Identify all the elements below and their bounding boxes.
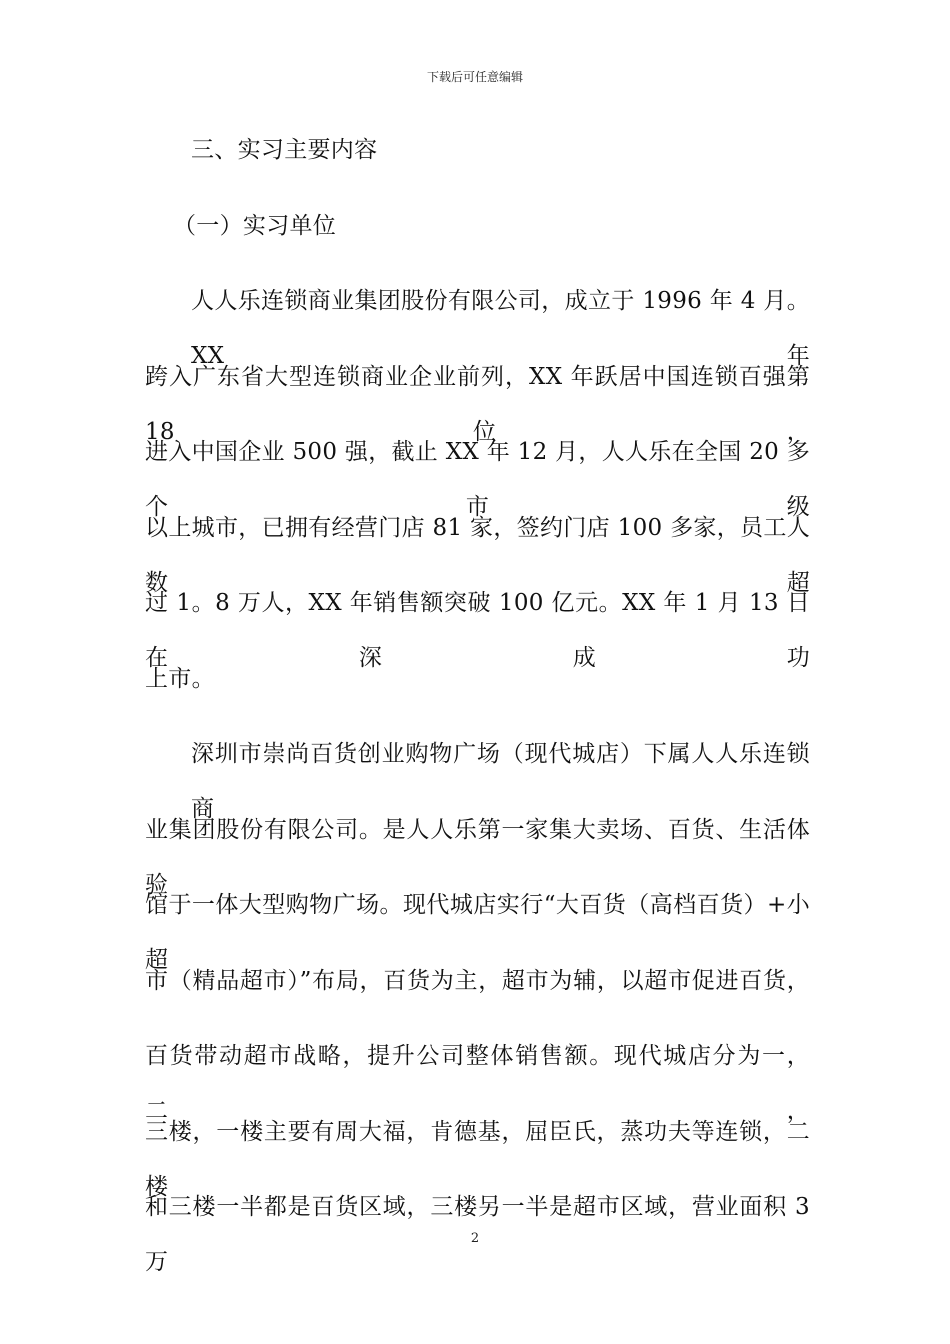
page-number: 2 [470,1231,480,1246]
paragraph-line: 业集团股份有限公司。是人人乐第一家集大卖场、百货、生活体验 [145,816,810,898]
paragraph-line: 深圳市崇尚百货创业购物广场（现代城店）下属人人乐连锁商 [191,741,810,822]
paragraph-line: 和三楼一半都是百货区域，三楼另一半是超市区域，营业面积 3 万 [145,1194,810,1275]
paragraph-line: 进入中国企业 500 强，截止 XX 年 12 月，人人乐在全国 20 多个市级 [145,439,810,520]
paragraph-store-intro [145,727,810,1275]
paragraph-line: 上市。 [145,665,215,692]
paragraph-line: 人人乐连锁商业集团股份有限公司，成立于 1996 年 4 月。XX 年 [191,288,810,369]
paragraph-line: 馆于一体大型购物广场。现代城店实行“大百货（高档百货）+小超 [145,892,810,973]
page-header-note: 下载后可任意编辑 [426,70,523,84]
paragraph-line: 百货带动超市战略，提升公司整体销售额。现代城店分为一，二， [145,1043,810,1124]
subsection-title: （一）实习单位 [173,212,337,239]
paragraph-line: 以上城市，已拥有经营门店 81 家，签约门店 100 多家，员工人数超 [145,514,810,596]
paragraph-line: 市（精品超市）”布局，百货为主，超市为辅，以超市促进百货， [145,967,810,994]
paragraph-line: 跨入广东省大型连锁商业企业前列，XX 年跃居中国连锁百强第 18 位， [145,363,810,445]
section-title: 三、实习主要内容 [191,137,378,163]
paragraph-line: 过 1。8 万人，XX 年销售额突破 100 亿元。XX 年 1 月 13 日在深成功 [145,590,810,671]
paragraph-line: 三楼，一楼主要有周大福，肯德基，屈臣氏，蒸功夫等连锁，二楼 [145,1118,810,1200]
paragraph-company-intro [145,274,810,727]
document-body [145,123,810,1275]
